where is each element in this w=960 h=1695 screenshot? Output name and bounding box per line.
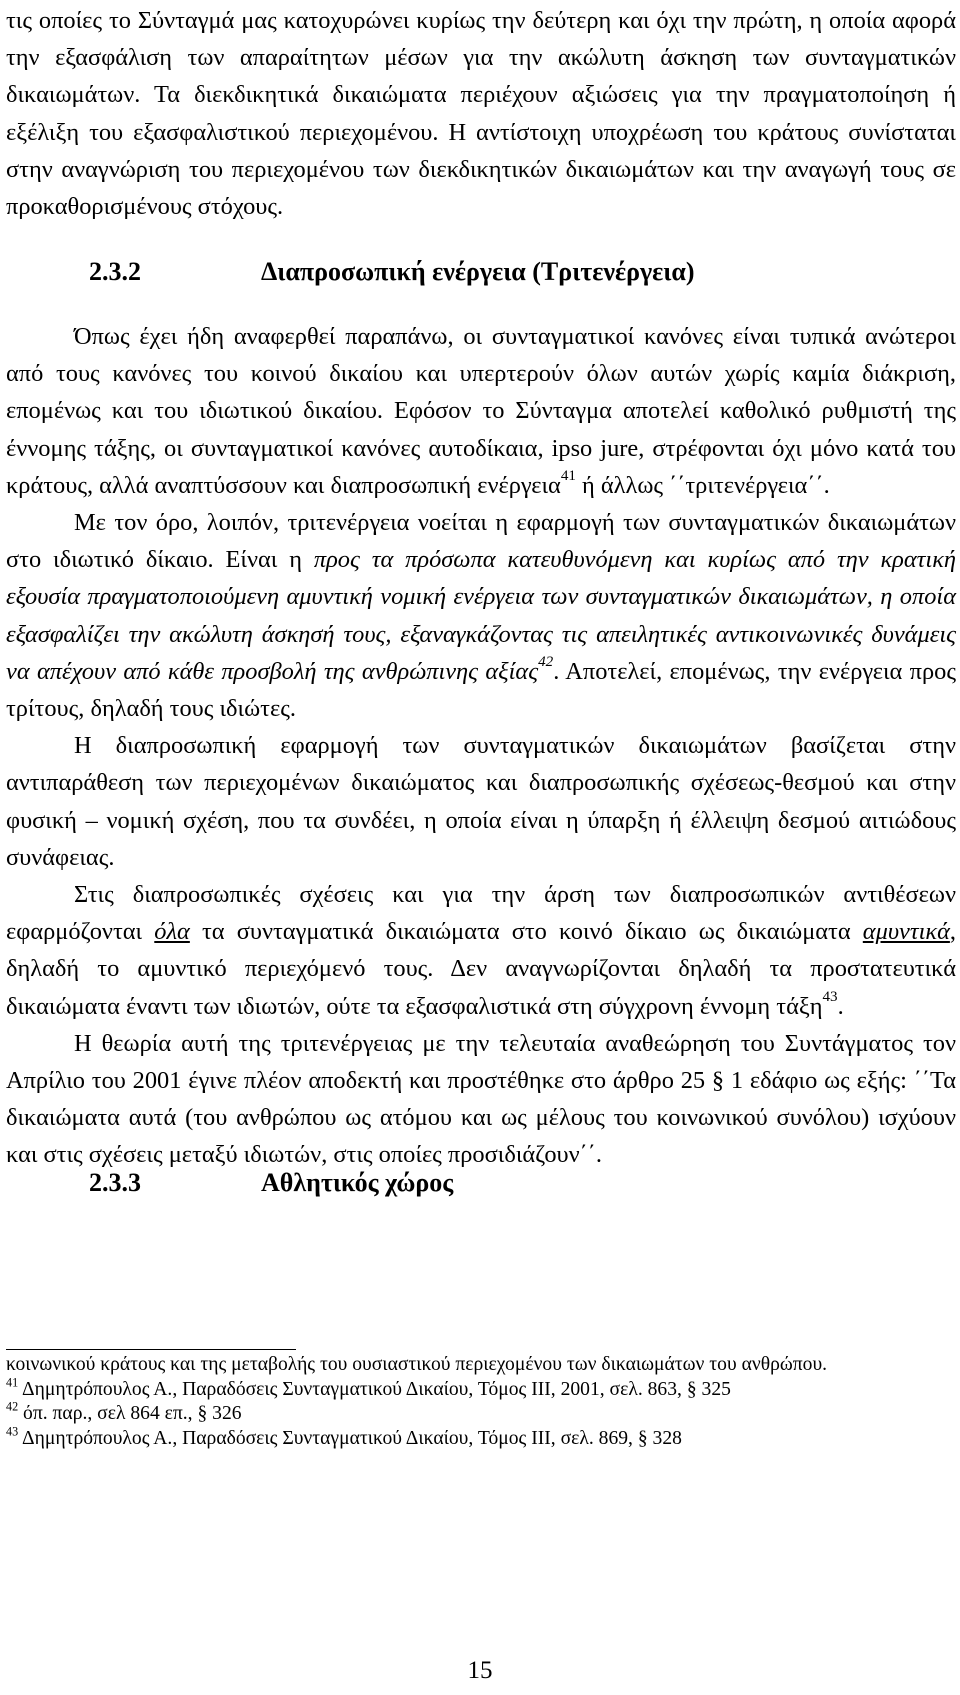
section-body (6, 318, 956, 1174)
paragraph-5: Η θεωρία αυτή της τριτενέργειας με την τελευταία αναθεώρηση του Συντάγματος τον Απρίλιο του 2001 έγινε πλέον αποδεκτή και προστέθηκε στο άρθρο 25 § 1 εδάφιο ως εξής: ΄΄Τα δικαιώματα αυτά (του ανθρώπου ως ατόμου και ως μέλους του κοινωνικού συνόλου) ισχύουν και στις σχέσεις μεταξύ ιδιωτών, στις οποίες προσιδιάζουν΄΄. (6, 1029, 956, 1169)
paragraph-1 (6, 318, 956, 504)
paragraph-intro (6, 2, 956, 225)
paragraph-4-after: , δηλαδή το αμυντικό περιεχόμενό τους. Δεν αναγνωρίζονται δηλαδή τα προστατευτικά δικαιώματα έναντι των ιδιωτών, ούτε τα εξασφαλιστικά στη σύγχρονη έννομη τάξη (6, 918, 956, 1020)
section-title: Αθλητικός χώρος (261, 1168, 454, 1197)
paragraph-intro-text: τις οποίες το Σύνταγμά μας κατοχυρώνει κυρίως την δεύτερη και όχι την πρώτη, η οποία αφορά την εξασφάλιση των απαραίτητων μέσων για την ακώλυτη άσκηση των συνταγματικών δικαιωμάτων. Τα διεκδικητικά δικαιώματα περιέχουν αξιώσεις για την πραγματοποίηση ή εξέλιξη του εξασφαλιστικού περιεχομένου. Η αντίστοιχη υποχρέωση του κράτους συνίσταται στην αναγνώριση του περιεχομένου των διεκδικητικών δικαιωμάτων και την αναγωγή τους σε προκαθορισμένους στόχους. (6, 7, 956, 221)
footnote-41 (6, 1375, 956, 1403)
footnote-ref-43[interactable]: 43 (822, 988, 838, 1005)
paragraph-2-text: Με τον όρο, λοιπόν, τριτενέργεια νοείται η εφαρμογή των συνταγματικών δικαιωμάτων στο ιδιωτικό δίκαιο. Είναι η (6, 509, 956, 574)
section-number: 2.3.3 (89, 1168, 141, 1197)
paragraph-4-mid: τα συνταγματικά δικαιώματα στο κοινό δίκαιο ως δικαιώματα (189, 918, 863, 946)
footnotes (6, 1353, 956, 1451)
paragraph-3: Η διαπροσωπική εφαρμογή των συνταγματικών δικαιωμάτων βασίζεται στην αντιπαράθεση των περιεχομένων δικαιώματος και διαπροσωπικής σχέσεως-θεσμού και στην φυσική – νομική σχέση, που τα συνδέει, η οποία είναι η ύπαρξη ή έλλειψη δεσμού αιτιώδους συνάφειας. (6, 732, 956, 871)
footnote-ref-41[interactable]: 41 (560, 467, 576, 484)
paragraph-1-text: Όπως έχει ήδη αναφερθεί παραπάνω, οι συνταγματικοί κανόνες είναι τυπικά ανώτεροι από τους κανόνες του κοινού δικαίου και υπερτερούν όλων αυτών χωρίς καμία διάκριση, επομένως και του ιδιωτικού δικαίου. Εφόσον το Σύνταγμα αποτελεί καθολικό ρυθμιστή της έννομης τάξης, οι συνταγματικοί κανόνες αυτοδίκαια, ipso jure, στρέφονται όχι μόνο κατά του κράτους, αλλά αναπτύσσουν και διαπροσωπική ενέργεια (6, 323, 956, 499)
footnote-number: 43 (6, 1424, 19, 1439)
paragraph-4-text: Στις διαπροσωπικές σχέσεις και για την άρση των διαπροσωπικών αντιθέσεων εφαρμόζονται (6, 881, 956, 946)
section-heading-2-3-2 (89, 257, 694, 287)
footnote-text: Δημητρόπουλος Α., Παραδόσεις Συνταγματικού Δικαίου, Τόμος ΙΙΙ, 2001, σελ. 863, § 325 (21, 1378, 731, 1400)
paragraph-4 (6, 876, 956, 1025)
footnote-ref-42[interactable]: 42 (538, 653, 554, 670)
footnote-separator (6, 1349, 296, 1350)
emphasis-ola: όλα (154, 918, 190, 946)
section-number: 2.3.2 (89, 257, 141, 286)
footnote-42 (6, 1399, 956, 1427)
paragraph-1-end: ή άλλως ΄΄τριτενέργεια΄΄. (575, 471, 830, 499)
footnote-number: 41 (6, 1375, 19, 1390)
emphasis-amyntika: αμυντικά (862, 918, 950, 946)
footnote-number: 42 (6, 1399, 19, 1414)
section-heading-2-3-3 (89, 1168, 453, 1198)
paragraph-4-end: . (837, 992, 844, 1020)
page-number: 15 (467, 1657, 493, 1684)
footnote-43 (6, 1424, 956, 1452)
section-title: Διαπροσωπική ενέργεια (Τριτενέργεια) (261, 257, 695, 286)
footnote-continuation: κοινωνικού κράτους και της μεταβολής του ουσιαστικού περιεχομένου των δικαιωμάτων του ανθρώπου. (6, 1354, 828, 1375)
paragraph-2-end: . Αποτελεί, επομένως, την ενέργεια προς τρίτους, δηλαδή τους ιδιώτες. (6, 657, 956, 723)
paragraph-2-italic: προς τα πρόσωπα κατευθυνόμενη και κυρίως από την κρατική εξουσία πραγματοποιούμενη αμυντική νομική ενέργεια των συνταγματικών δικαιωμάτων, η οποία εξασφαλίζει την ακώλυτη άσκησή τους, εξαναγκάζοντας τις απειλητικές αντικοινωνικές δυνάμεις να απέχουν από κάθε προσβολή της ανθρώπινης αξίας (6, 546, 957, 685)
paragraph-2 (6, 504, 956, 727)
footnote-text: Δημητρόπουλος Α., Παραδόσεις Συνταγματικού Δικαίου, Τόμος ΙΙΙ, σελ. 869, § 328 (21, 1427, 682, 1449)
footnote-text: όπ. παρ., σελ 864 επ., § 326 (23, 1403, 242, 1425)
